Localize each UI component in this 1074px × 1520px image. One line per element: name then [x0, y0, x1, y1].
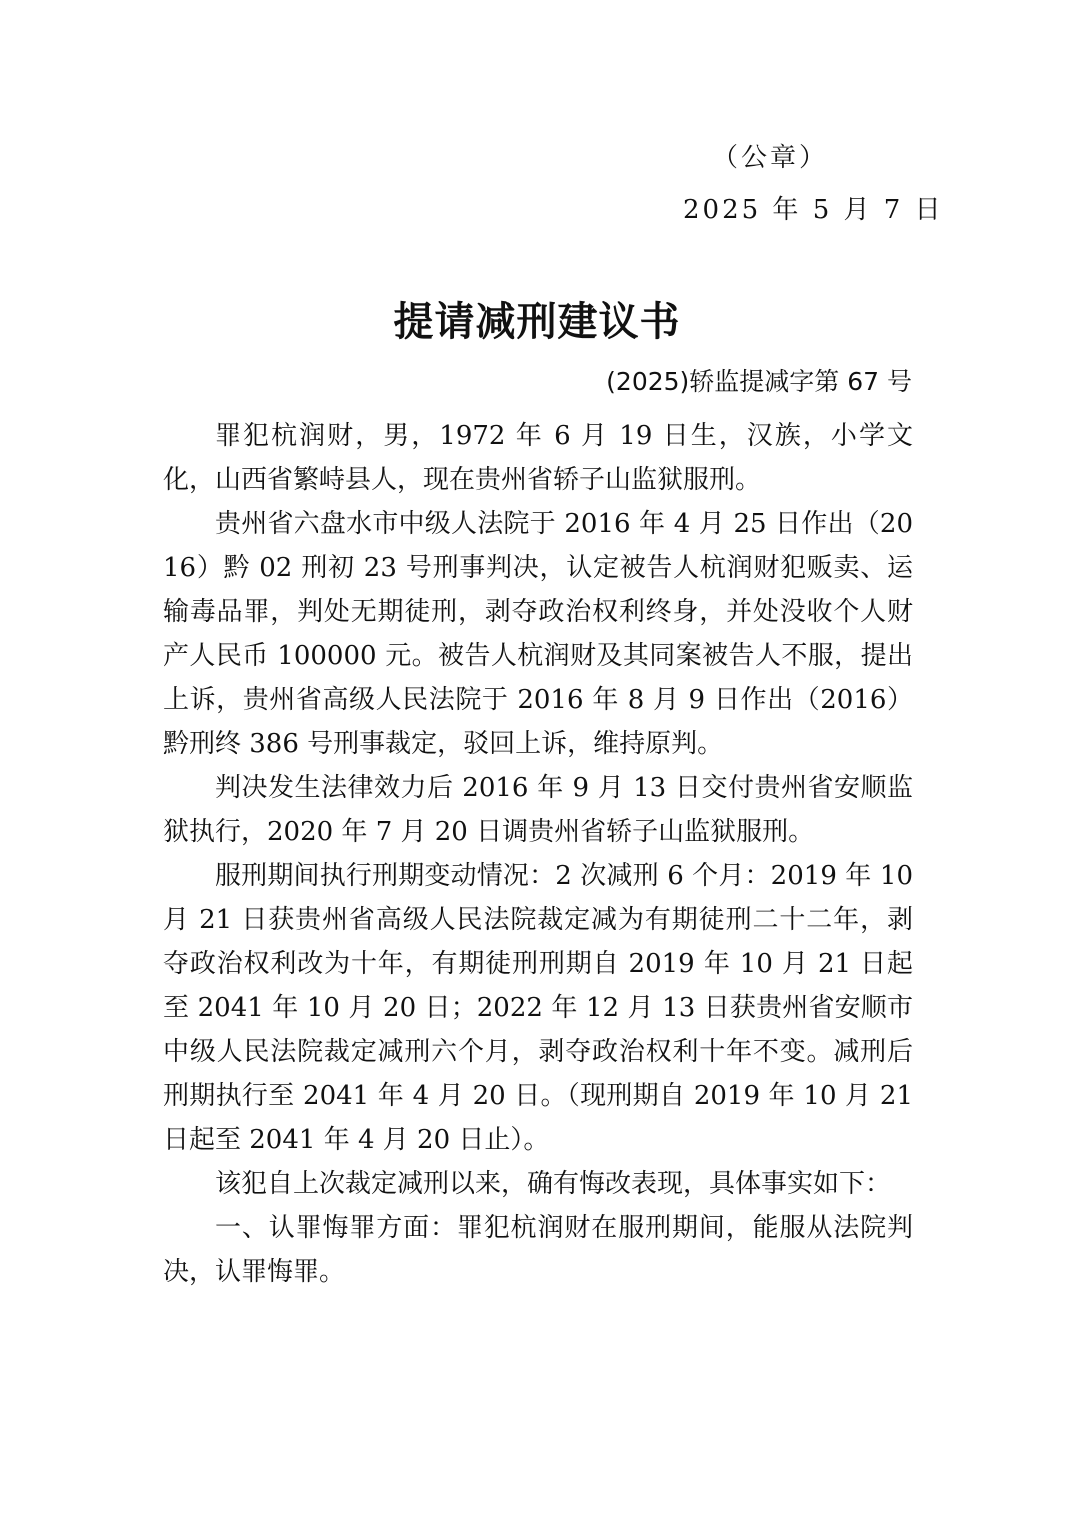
- paragraph-original-judgment: 贵州省六盘水市中级人法院于 2016 年 4 月 25 日作出（2016）黔 02 刑初 23 号刑事判决，认定被告人杭润财犯贩卖、运输毒品罪，判处无期徒刑，剥夺政治权利终身，并处没收个人财产人民币 100000 元。被告人杭润财及其同案被告人不服，提出上诉，贵州省高级人民法院于 2016 年 8 月 9 日作出（2016）黔刑终 386 号刑事裁定，驳回上诉，维持原判。: [163, 509, 913, 759]
- paragraph-sentence-changes: 服刑期间执行刑期变动情况：2 次减刑 6 个月：2019 年 10 月 21 日获贵州省高级人民法院裁定减为有期徒刑二十二年，剥夺政治权利改为十年，有期徒刑刑期自 2019 年 10 月 21 日起至 2041 年 10 月 20 日；2022 年 12 月 13 日获贵州省安顺市中级人民法院裁定减刑六个月，剥夺政治权利十年不变。减刑后刑期执行至 2041 年 4 月 20 日。（现刑期自 2019 年 10 月 21 日起至 2041 年 4 月 20 日止）。: [163, 861, 913, 1155]
- official-seal-placeholder: （公章）: [712, 143, 829, 173]
- paragraph-repentance-item-1: 一、认罪悔罪方面：罪犯杭润财在服刑期间，能服从法院判决，认罪悔罪。: [163, 1213, 913, 1287]
- document-title: 提请减刑建议书: [393, 298, 681, 345]
- document-number: (2025)轿监提减字第 67 号: [606, 367, 912, 396]
- paragraph-prisoner-info: 罪犯杭润财，男，1972 年 6 月 19 日生，汉族，小学文化，山西省繁峙县人，现在贵州省轿子山监狱服刑。: [163, 421, 913, 495]
- paragraph-repentance-intro: 该犯自上次裁定减刑以来，确有悔改表现，具体事实如下：: [215, 1169, 892, 1199]
- paragraph-execution: 判决发生法律效力后 2016 年 9 月 13 日交付贵州省安顺监狱执行，2020 年 7 月 20 日调贵州省轿子山监狱服刑。: [163, 773, 913, 847]
- document-date: 2025 年 5 月 7 日: [683, 195, 944, 225]
- document-body: [163, 414, 913, 1294]
